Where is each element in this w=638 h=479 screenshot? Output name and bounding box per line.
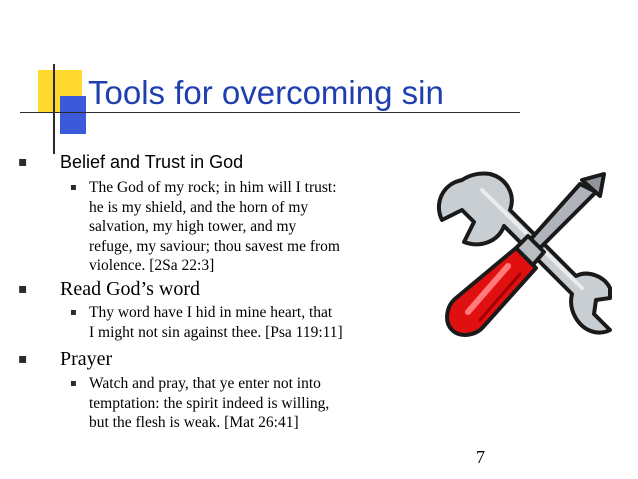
sub-bullet-2sa-22-3 — [70, 178, 410, 276]
sub-bullet-marker: ▪ — [70, 307, 77, 318]
sub-bullet-text: Watch and pray, that ye enter not into temptation: the spirit indeed is willing, but the flesh is weak. [Mat 26:41] — [89, 375, 330, 431]
page-number: 7 — [476, 447, 485, 467]
bullet-text: Belief and Trust in God — [60, 152, 244, 172]
sub-bullet-psa-119-11 — [70, 303, 410, 342]
bullet-marker: ▪ — [18, 154, 28, 170]
corner-decoration-blue — [60, 96, 86, 134]
bullet-marker: ▪ — [18, 281, 28, 297]
sub-bullet-text: Thy word have I hid in mine heart, that I might not sin against thee. [Psa 119:11] — [89, 304, 343, 341]
bullet-marker: ▪ — [18, 351, 28, 367]
tools-icon — [432, 170, 612, 350]
title-underline — [20, 112, 520, 113]
corner-decoration-vertical-line — [53, 64, 55, 154]
bullet-text: Prayer — [60, 348, 113, 370]
sub-bullet-mat-26-41 — [70, 374, 410, 433]
slide-title: Tools for overcoming sin — [88, 74, 444, 111]
sub-bullet-marker: ▪ — [70, 378, 77, 389]
bullet-text: Read God’s word — [60, 278, 200, 300]
sub-bullet-text: The God of my rock; in him will I trust: he is my shield, and the horn of my salvation, my high tower, and my refuge, my saviour; thou savest me from violence. [2Sa 22:3] — [89, 179, 340, 274]
sub-bullet-marker: ▪ — [70, 182, 77, 193]
